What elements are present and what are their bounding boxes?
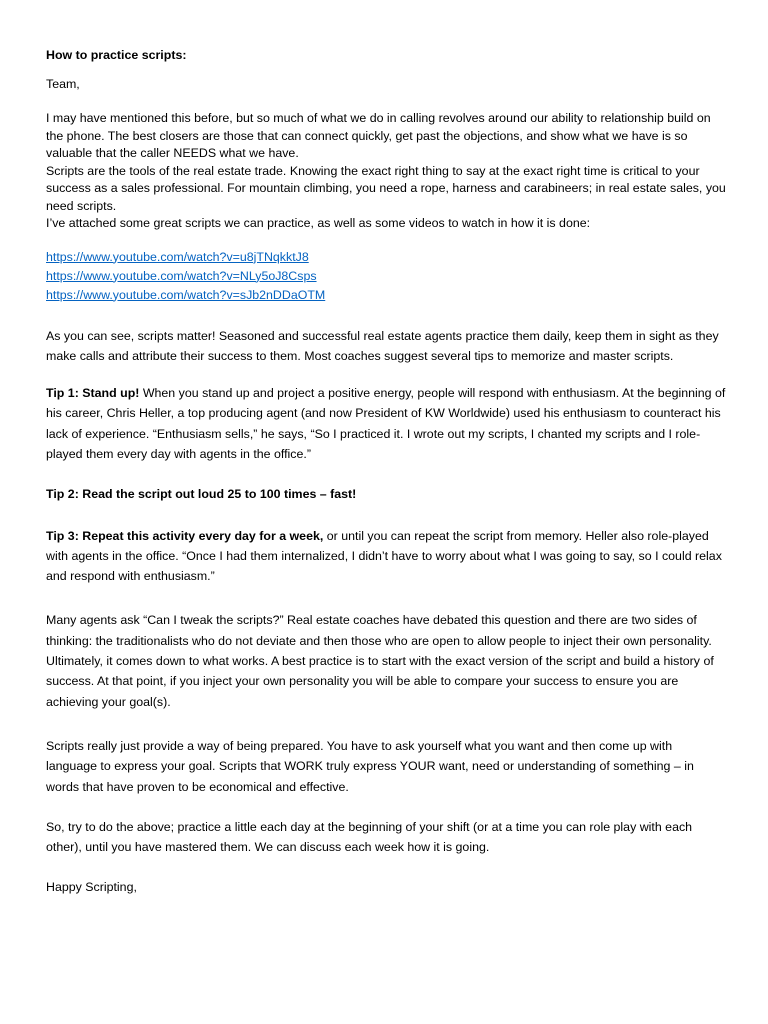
greeting: Team,: [46, 76, 80, 91]
practice-paragraph: So, try to do the above; practice a little each day at the beginning of your shift (or at a time you can role play with each other), until you have mastered them. We can discuss each week how it is going.: [46, 819, 693, 855]
tip-1-paragraph: [46, 383, 726, 464]
video-links: [46, 248, 726, 305]
video-link-1[interactable]: https://www.youtube.com/watch?v=u8jTNqkktJ8: [46, 249, 309, 264]
document-title: How to practice scripts:: [46, 48, 187, 62]
tip-2-heading: Tip 2: Read the script out loud 25 to 100 times – fast!: [46, 487, 357, 502]
intro-paragraph-2: Scripts are the tools of the real estate trade. Knowing the exact right thing to say at the exact right time is critical to your success as a sales professional. For mountain climbing, you need a rope, harness and carabineers; in real estate sales, you need scripts.: [46, 163, 726, 213]
tip-1-text: When you stand up and project a positive energy, people will respond with enthusiasm. At the beginning of his career, Chris Heller, a top producing agent (and now President of KW Worldwide) used his enthusiasm to counteract his lack of experience. “Enthusiasm sells,” he says, “So I practiced it. I wrote out my scripts, I chanted my scripts and I role-played them every day with agents in the office.”: [46, 386, 726, 461]
intro-paragraph-1: I may have mentioned this before, but so much of what we do in calling revolves around our ability to relationship build on the phone. The best closers are those that can connect quickly, get past the objections, and show what we have is so valuable that the caller NEEDS what we have.: [46, 111, 711, 160]
tip-3-text: or until you can repeat the script from memory. Heller also role-played with agents in the office. “Once I had them internalized, I didn’t have to worry about what I was going to say, so I could relax and respond with enthusiasm.”: [46, 528, 722, 584]
tip-1-heading: Tip 1: Stand up!: [46, 386, 140, 401]
tip-3-paragraph: [46, 526, 726, 587]
closing-line: Happy Scripting,: [46, 880, 137, 895]
tweak-scripts-paragraph: Many agents ask “Can I tweak the scripts?” Real estate coaches have debated this question and there are two sides of thinking: the traditionalists who do not deviate and then those who are open to allow people to inject their own personality. Ultimately, it comes down to what works. A best practice is to start with the exact version of the script and build a history of success. At that point, if you inject your own personality you will be able to compare your success to ensure you are achieving your goal(s).: [46, 613, 714, 709]
document-body: [46, 47, 726, 898]
video-link-2[interactable]: https://www.youtube.com/watch?v=NLy5oJ8Csps: [46, 268, 317, 283]
be-prepared-paragraph: Scripts really just provide a way of being prepared. You have to ask yourself what you want and then come up with language to express your goal. Scripts that WORK truly express YOUR want, need or understanding of something – in words that have proven to be economical and effective.: [46, 738, 694, 794]
tip-3-heading: Tip 3: Repeat this activity every day for a week,: [46, 528, 324, 543]
video-link-3[interactable]: https://www.youtube.com/watch?v=sJb2nDDaOTM: [46, 287, 326, 302]
scripts-matter-paragraph: As you can see, scripts matter! Seasoned and successful real estate agents practice them daily, keep them in sight as they make calls and attribute their success to them. Most coaches suggest several tips to memorize and master scripts.: [46, 328, 719, 363]
intro-paragraph-3: I’ve attached some great scripts we can practice, as well as some videos to watch in how it is done:: [46, 216, 591, 230]
